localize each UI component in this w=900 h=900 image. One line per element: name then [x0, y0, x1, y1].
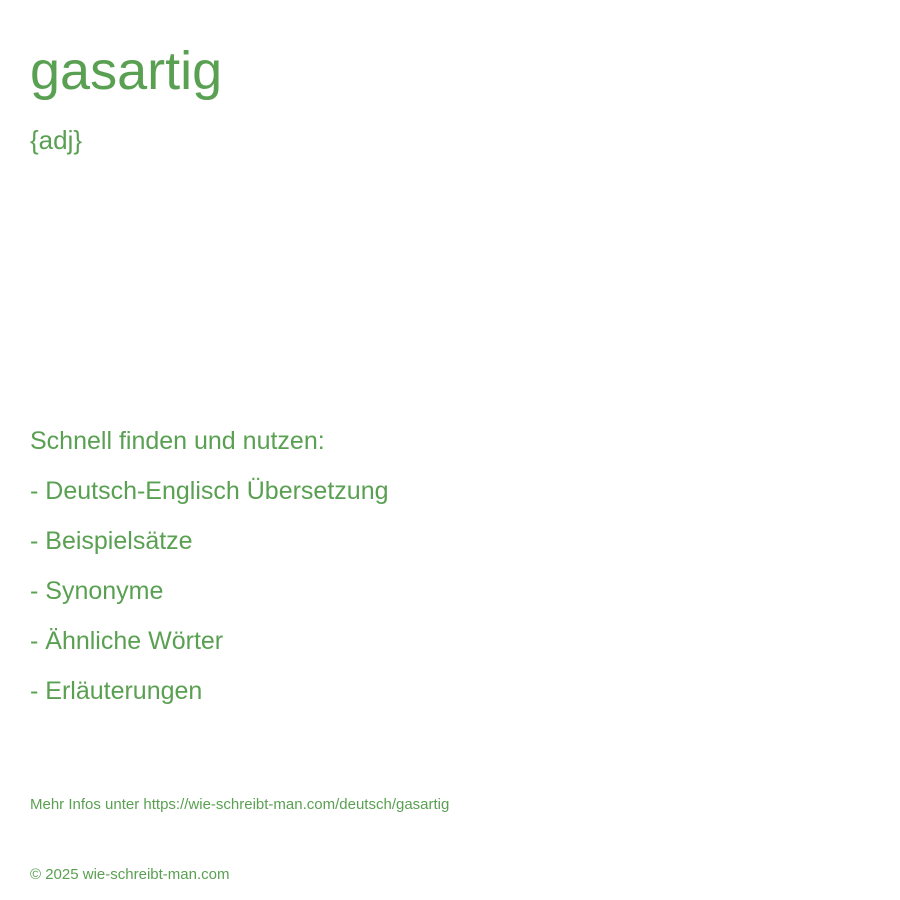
more-info-link: Mehr Infos unter https://wie-schreibt-man.com/deutsch/gasartig [30, 796, 450, 813]
feature-item-synonyms: - Synonyme [30, 577, 164, 605]
word-title: gasartig [30, 41, 223, 101]
feature-item-translation: - Deutsch-Englisch Übersetzung [30, 477, 389, 505]
feature-item-example-sentences: - Beispielsätze [30, 527, 193, 555]
feature-item-explanations: - Erläuterungen [30, 677, 203, 705]
features-list [30, 424, 389, 724]
part-of-speech-tag: {adj} [30, 125, 83, 155]
feature-item-similar-words: - Ähnliche Wörter [30, 627, 224, 655]
copyright-notice: © 2025 wie-schreibt-man.com [30, 866, 230, 883]
features-heading: Schnell finden und nutzen: [30, 427, 325, 455]
